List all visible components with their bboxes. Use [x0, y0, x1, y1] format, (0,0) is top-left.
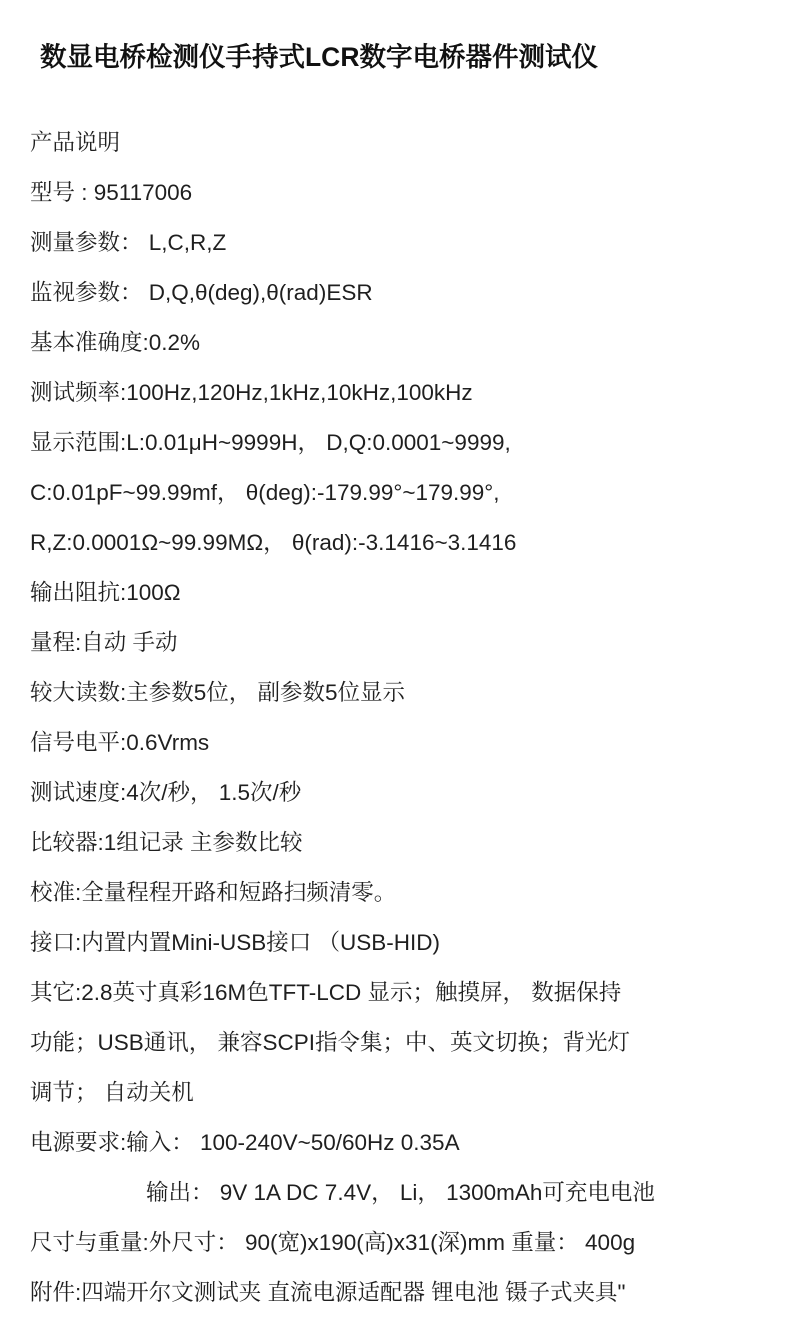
- spec-line: 测试速度:4次/秒， 1.5次/秒: [30, 780, 302, 806]
- spec-line: 较大读数:主参数5位， 副参数5位显示: [30, 680, 406, 706]
- spec-line: 信号电平:0.6Vrms: [30, 730, 210, 756]
- specification-list: [26, 118, 774, 1318]
- spec-line: 附件:四端开尔文测试夹 直流电源适配器 锂电池 镊子式夹具": [30, 1280, 626, 1306]
- spec-line: 产品说明: [30, 130, 121, 156]
- spec-line: 显示范围:L:0.01μH~9999H， D,Q:0.0001~9999,: [30, 430, 511, 456]
- spec-line: 功能；USB通讯， 兼容SCPI指令集；中、英文切换；背光灯: [30, 1030, 631, 1056]
- spec-line: 校准:全量程程开路和短路扫频清零。: [30, 880, 397, 906]
- spec-line: 接口:内置内置Mini-USB接口 （USB-HID): [30, 930, 441, 956]
- spec-line: 测量参数： L,C,R,Z: [30, 230, 227, 256]
- spec-line: 监视参数： D,Q,θ(deg),θ(rad)ESR: [30, 280, 373, 306]
- spec-line: 比较器:1组记录 主参数比较: [30, 830, 303, 856]
- spec-line: 输出阻抗:100Ω: [30, 580, 181, 606]
- spec-line: 其它:2.8英寸真彩16M色TFT-LCD 显示；触摸屏， 数据保持: [30, 980, 622, 1006]
- spec-line: 尺寸与重量:外尺寸： 90(宽)x190(高)x31(深)mm 重量： 400g: [30, 1230, 636, 1256]
- spec-line: 基本准确度:0.2%: [30, 330, 201, 356]
- spec-line: 型号 : 95117006: [30, 180, 193, 206]
- spec-line: 调节； 自动关机: [30, 1080, 194, 1106]
- page-title: 数显电桥检测仪手持式LCR数字电桥器件测试仪: [40, 42, 598, 72]
- spec-line: 输出： 9V 1A DC 7.4V， Li， 1300mAh可充电电池: [146, 1180, 655, 1206]
- spec-line: 量程:自动 手动: [30, 630, 178, 656]
- spec-line: 测试频率:100Hz,120Hz,1kHz,10kHz,100kHz: [30, 380, 473, 406]
- spec-line: R,Z:0.0001Ω~99.99MΩ， θ(rad):-3.1416~3.1416: [30, 530, 517, 556]
- spec-line: 电源要求:输入： 100-240V~50/60Hz 0.35A: [30, 1130, 460, 1156]
- spec-line: C:0.01pF~99.99mf， θ(deg):-179.99°~179.99°,: [30, 480, 500, 506]
